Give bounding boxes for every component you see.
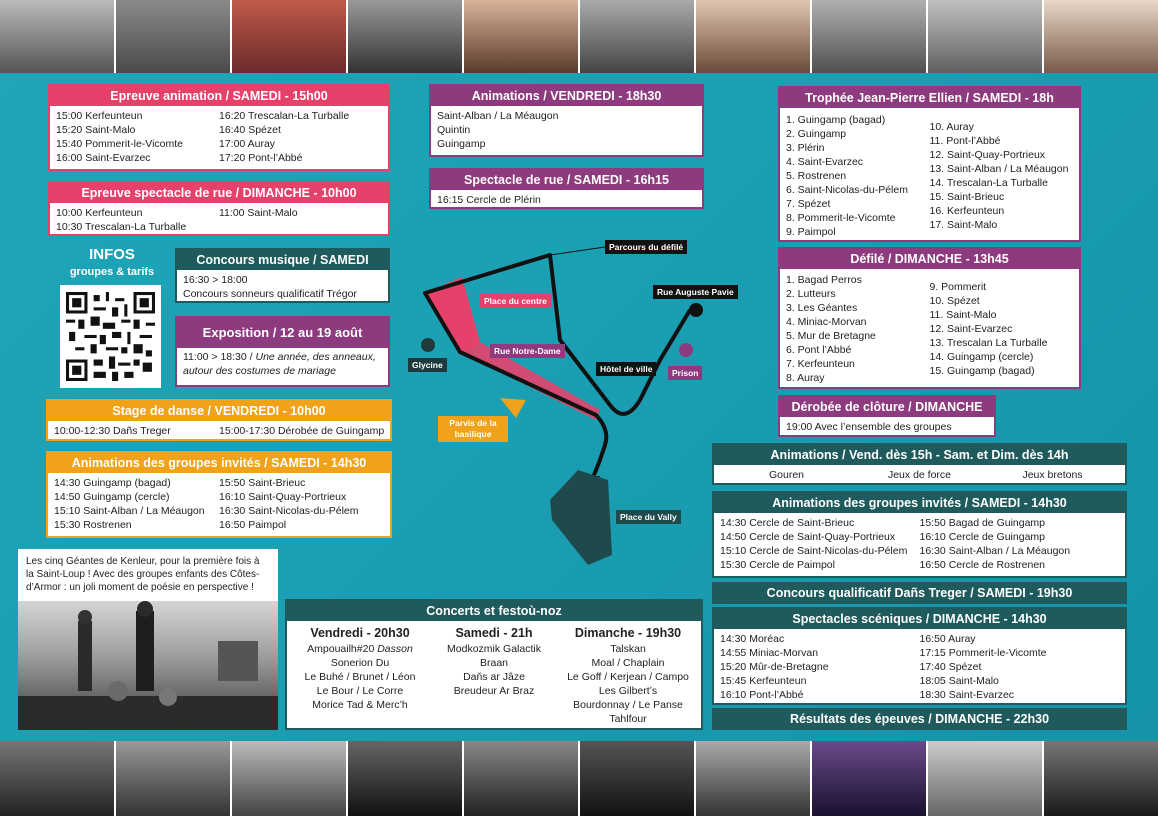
photo bbox=[812, 741, 928, 816]
ranking-item: 7. Spézet bbox=[786, 198, 831, 210]
photo bbox=[812, 0, 928, 73]
map-label-place-vally: Place du Vally bbox=[616, 510, 681, 524]
schedule-item: 14:30 Cercle de Saint-Brieuc bbox=[720, 517, 855, 529]
animations-vsd-box bbox=[712, 443, 1127, 485]
epreuve-spectacle-box bbox=[48, 181, 390, 236]
schedule-item: 15:00-17:30 Dérobée de Guingamp bbox=[219, 425, 384, 437]
concert-act: Modkozmik Galactik bbox=[447, 643, 541, 655]
concert-act-italic: Dasson bbox=[377, 643, 413, 655]
section-title: Défilé / DIMANCHE - 13h45 bbox=[780, 249, 1079, 269]
schedule-item: 15:20 Mûr-de-Bretagne bbox=[720, 661, 829, 673]
concerts-box bbox=[285, 599, 703, 730]
parade-item: 4. Miniac-Morvan bbox=[786, 316, 867, 328]
animations-groupes-left-box bbox=[46, 451, 392, 538]
top-photo-strip bbox=[0, 0, 1158, 73]
ranking-item: 8. Pommerit-le-Vicomte bbox=[786, 212, 896, 224]
schedule-item: Concours sonneurs qualificatif Trégor bbox=[183, 288, 357, 300]
giants-photo bbox=[18, 601, 278, 730]
exposition-time: 11:00 > 18:30 / bbox=[183, 351, 256, 363]
ranking-item: 17. Saint-Malo bbox=[929, 219, 998, 231]
concert-act: Les Gilbert’s bbox=[598, 685, 658, 697]
parade-map bbox=[400, 230, 734, 570]
parvis-marker-icon bbox=[500, 398, 526, 418]
schedule-item: Saint-Alban / La Méaugon bbox=[437, 110, 559, 122]
schedule-item: 14:30 Moréac bbox=[720, 633, 785, 645]
photo bbox=[0, 741, 116, 816]
schedule-item: 15:10 Cercle de Saint-Nicolas-du-Pélem bbox=[720, 545, 908, 557]
parade-item: 15. Guingamp (bagad) bbox=[929, 365, 1035, 377]
derobee-box bbox=[778, 395, 996, 437]
schedule-item: 14:30 Guingamp (bagad) bbox=[54, 477, 171, 489]
place-du-vally-area bbox=[550, 470, 612, 565]
schedule-item: 18:30 Saint-Evarzec bbox=[919, 689, 1015, 701]
concert-act: Le Goff / Kerjean / Campo bbox=[567, 671, 689, 683]
schedule-item: 15:45 Kerfeunteun bbox=[720, 675, 807, 687]
section-title: Animations / VENDREDI - 18h30 bbox=[431, 86, 702, 106]
map-label-hotel-ville: Hôtel de ville bbox=[596, 362, 656, 376]
schedule-item: 15:10 Saint-Alban / La Méaugon bbox=[54, 505, 205, 517]
section-title: Animations des groupes invités / SAMEDI - 14h30 bbox=[714, 493, 1125, 513]
concert-day-friday bbox=[293, 625, 427, 726]
resultats-title: Résultats des épeuves / DIMANCHE - 22h30 bbox=[712, 708, 1127, 730]
schedule-item: 15:30 Cercle de Paimpol bbox=[720, 559, 835, 571]
qr-code-icon bbox=[66, 291, 155, 382]
schedule-item: 11:00 Saint-Malo bbox=[219, 207, 298, 219]
exposition-box bbox=[175, 316, 390, 387]
schedule-item: 16:50 Auray bbox=[919, 633, 976, 645]
section-title: Exposition / 12 au 19 août bbox=[177, 318, 388, 348]
section-title: Concours musique / SAMEDI bbox=[177, 250, 388, 270]
section-title: Concerts et festoù-noz bbox=[287, 601, 701, 621]
photo-caption: Les cinq Géantes de Kenleur, pour la première fois à la Saint-Loup ! Avec des groupes enfants des Côtes-d’Armor : un joli moment de poésie en perspective ! bbox=[26, 556, 260, 593]
photo bbox=[348, 0, 464, 73]
infos-subtitle: groupes & tarifs bbox=[69, 266, 155, 278]
activity-item: Gouren bbox=[768, 469, 805, 481]
ranking-item: 11. Pont-l’Abbé bbox=[929, 135, 1001, 147]
animations-groupes-right-box bbox=[712, 491, 1127, 578]
activity-item: Jeux de force bbox=[887, 469, 952, 481]
epreuve-animation-box bbox=[48, 84, 390, 171]
section-title: Stage de danse / VENDREDI - 10h00 bbox=[48, 401, 390, 421]
photo bbox=[348, 741, 464, 816]
schedule-item: Quintin bbox=[437, 124, 471, 136]
ranking-item: 6. Saint-Nicolas-du-Pélem bbox=[786, 184, 908, 196]
concert-act: Daňs ar Jâze bbox=[463, 671, 525, 683]
concert-act: Tahlfour bbox=[609, 713, 647, 725]
map-label-prison: Prison bbox=[668, 366, 702, 380]
map-label-parvis: Parvis de la basilique bbox=[438, 416, 508, 442]
map-label-rue-notre-dame: Rue Notre-Dame bbox=[490, 344, 565, 358]
parade-item: 8. Auray bbox=[786, 372, 825, 384]
trophee-box bbox=[778, 86, 1081, 242]
schedule-item: 15:00 Kerfeunteun bbox=[56, 110, 143, 122]
schedule-item: 16:20 Trescalan-La Turballe bbox=[219, 110, 350, 122]
photo bbox=[580, 0, 696, 73]
defile-box bbox=[778, 247, 1081, 389]
section-title: Animations / Vend. dès 15h - Sam. et Dim. dès 14h bbox=[714, 445, 1125, 465]
schedule-item: Guingamp bbox=[437, 138, 486, 150]
ranking-item: 13. Saint-Alban / La Méaugon bbox=[929, 163, 1069, 175]
schedule-item: 17:40 Spézet bbox=[919, 661, 982, 673]
photo bbox=[116, 0, 232, 73]
parade-item: 7. Kerfeunteun bbox=[786, 358, 855, 370]
schedule-item: 16:30 Saint-Nicolas-du-Pélem bbox=[219, 505, 359, 517]
ranking-item: 15. Saint-Brieuc bbox=[929, 191, 1005, 203]
parade-item: 2. Lutteurs bbox=[786, 288, 836, 300]
concert-act: Le Buhé / Brunet / Léon bbox=[304, 671, 416, 683]
photo bbox=[464, 741, 580, 816]
bottom-photo-strip bbox=[0, 741, 1158, 816]
concert-day-title: Vendredi - 20h30 bbox=[310, 626, 410, 640]
schedule-item: 17:00 Auray bbox=[219, 138, 276, 150]
concours-musique-box bbox=[175, 248, 390, 303]
spectacle-rue-box bbox=[429, 168, 704, 209]
parade-item: 12. Saint-Evarzec bbox=[929, 323, 1013, 335]
prison-point-icon bbox=[679, 343, 693, 357]
schedule-item: 16:10 Cercle de Guingamp bbox=[919, 531, 1045, 543]
parade-item: 11. Saint-Malo bbox=[929, 309, 997, 321]
ranking-item: 2. Guingamp bbox=[786, 128, 847, 140]
schedule-item: 10:00-12:30 Dañs Treger bbox=[54, 425, 171, 437]
photo bbox=[928, 741, 1044, 816]
concours-qualif-title: Concours qualificatif Dañs Treger / SAMEDI - 19h30 bbox=[712, 582, 1127, 604]
concert-day-title: Dimanche - 19h30 bbox=[574, 626, 682, 640]
schedule-item: 15:40 Pommerit-le-Vicomte bbox=[56, 138, 184, 150]
photo bbox=[1044, 0, 1158, 73]
ranking-item: 14. Trescalan-La Turballe bbox=[929, 177, 1048, 189]
schedule-item: 19:00 Avec l’ensemble des groupes bbox=[786, 421, 952, 433]
spectacles-sceniques-box bbox=[712, 607, 1127, 705]
stage-danse-box bbox=[46, 399, 392, 441]
schedule-item: 14:55 Miniac-Morvan bbox=[720, 647, 819, 659]
schedule-item: 16:30 > 18:00 bbox=[183, 274, 248, 286]
concert-day-sunday bbox=[561, 625, 695, 726]
schedule-item: 15:50 Bagad de Guingamp bbox=[919, 517, 1046, 529]
concert-act: Breudeur Ar Braz bbox=[453, 685, 535, 697]
callout-line bbox=[550, 247, 605, 255]
ranking-item: 1. Guingamp (bagad) bbox=[786, 114, 886, 126]
parade-item: 14. Guingamp (cercle) bbox=[929, 351, 1034, 363]
concert-act: Braan bbox=[479, 657, 509, 669]
schedule-item: 16:10 Pont-l’Abbé bbox=[720, 689, 804, 701]
schedule-item: 14:50 Guingamp (cercle) bbox=[54, 491, 170, 503]
concert-act: Morice Tad & Merc’h bbox=[312, 699, 408, 711]
parade-item: 6. Pont l’Abbé bbox=[786, 344, 852, 356]
photo bbox=[232, 0, 348, 73]
schedule-item: 16:00 Saint-Evarzec bbox=[56, 152, 151, 164]
photo bbox=[928, 0, 1044, 73]
section-title: Animations des groupes invités / SAMEDI - 14h30 bbox=[48, 453, 390, 473]
concert-day-title: Samedi - 21h bbox=[455, 626, 533, 640]
photo bbox=[232, 741, 348, 816]
map-label-rue-pavie: Rue Auguste Pavie bbox=[653, 285, 738, 299]
parade-item: 1. Bagad Perros bbox=[786, 274, 862, 286]
concert-day-saturday bbox=[427, 625, 561, 726]
schedule-item: 18:05 Saint-Malo bbox=[919, 675, 999, 687]
photo bbox=[116, 741, 232, 816]
concert-act: Talskan bbox=[610, 643, 646, 655]
parade-item: 10. Spézet bbox=[929, 295, 980, 307]
ranking-item: 4. Saint-Evarzec bbox=[786, 156, 864, 168]
parade-item: 9. Pommerit bbox=[929, 281, 987, 293]
parade-item: 3. Les Géantes bbox=[786, 302, 858, 314]
ranking-item: 10. Auray bbox=[929, 121, 974, 133]
section-title: Dérobée de clôture / DIMANCHE bbox=[780, 397, 994, 417]
parade-item: 5. Mur de Bretagne bbox=[786, 330, 876, 342]
ranking-item: 12. Saint-Quay-Portrieux bbox=[929, 149, 1046, 161]
schedule-item: 15:50 Saint-Brieuc bbox=[219, 477, 306, 489]
schedule-item: 16:50 Cercle de Rostrenen bbox=[919, 559, 1045, 571]
map-label-glycine: Glycine bbox=[408, 358, 447, 372]
map-label-parcours: Parcours du défilé bbox=[605, 240, 687, 254]
section-title: Trophée Jean-Pierre Ellien / SAMEDI - 18h bbox=[780, 88, 1079, 108]
ranking-item: 9. Paimpol bbox=[786, 226, 836, 238]
schedule-item: 16:10 Saint-Quay-Portrieux bbox=[219, 491, 347, 503]
concert-act: Le Bour / Le Corre bbox=[316, 685, 404, 697]
parade-item: 13. Trescalan La Turballe bbox=[929, 337, 1048, 349]
schedule-item: 16:50 Paimpol bbox=[219, 519, 287, 531]
schedule-item: 15:20 Saint-Malo bbox=[56, 124, 136, 136]
schedule-item: 16:30 Saint-Alban / La Méaugon bbox=[919, 545, 1071, 557]
exposition-description: Une année, des anneaux, autour des costumes de mariage bbox=[183, 351, 376, 377]
ranking-item: 16. Kerfeunteun bbox=[929, 205, 1005, 217]
photo-caption-box bbox=[18, 549, 278, 730]
concert-act: Sonerion Du bbox=[330, 657, 390, 669]
schedule-item: 17:15 Pommerit-le-Vicomte bbox=[919, 647, 1047, 659]
schedule-item: 15:30 Rostrenen bbox=[54, 519, 132, 531]
schedule-item: 10:00 Kerfeunteun bbox=[56, 207, 143, 219]
ranking-item: 3. Plérin bbox=[786, 142, 825, 154]
section-title: Epreuve spectacle de rue / DIMANCHE - 10h00 bbox=[50, 183, 388, 203]
glycine-point-icon bbox=[421, 338, 435, 352]
photo bbox=[1044, 741, 1158, 816]
giants-photo-icon bbox=[18, 601, 278, 730]
schedule-item: 14:50 Cercle de Saint-Quay-Portrieux bbox=[720, 531, 896, 543]
concert-act: Ampouailh#20 bbox=[307, 643, 378, 655]
schedule-item: 10:30 Trescalan-La Turballe bbox=[56, 221, 187, 233]
concert-act: Moal / Chaplain bbox=[591, 657, 665, 669]
photo bbox=[580, 741, 696, 816]
section-title: Spectacles scéniques / DIMANCHE - 14h30 bbox=[714, 609, 1125, 629]
photo bbox=[0, 0, 116, 73]
ranking-item: 5. Rostrenen bbox=[786, 170, 847, 182]
start-point-icon bbox=[689, 303, 703, 317]
photo bbox=[464, 0, 580, 73]
map-label-place-centre: Place du centre bbox=[480, 294, 551, 308]
activity-item: Jeux bretons bbox=[1022, 469, 1083, 481]
photo bbox=[696, 0, 812, 73]
schedule-item: 16:15 Cercle de Plérin bbox=[437, 194, 541, 206]
section-title: Spectacle de rue / SAMEDI - 16h15 bbox=[431, 170, 702, 190]
schedule-item: 17:20 Pont-l’Abbé bbox=[219, 152, 303, 164]
infos-title: INFOS bbox=[89, 246, 135, 263]
schedule-item: 16:40 Spézet bbox=[219, 124, 281, 136]
animations-vendredi-box bbox=[429, 84, 704, 157]
qr-code[interactable] bbox=[60, 285, 161, 388]
photo bbox=[696, 741, 812, 816]
concert-act: Bourdonnay / Le Panse bbox=[573, 699, 683, 711]
section-title: Epreuve animation / SAMEDI - 15h00 bbox=[50, 86, 388, 106]
